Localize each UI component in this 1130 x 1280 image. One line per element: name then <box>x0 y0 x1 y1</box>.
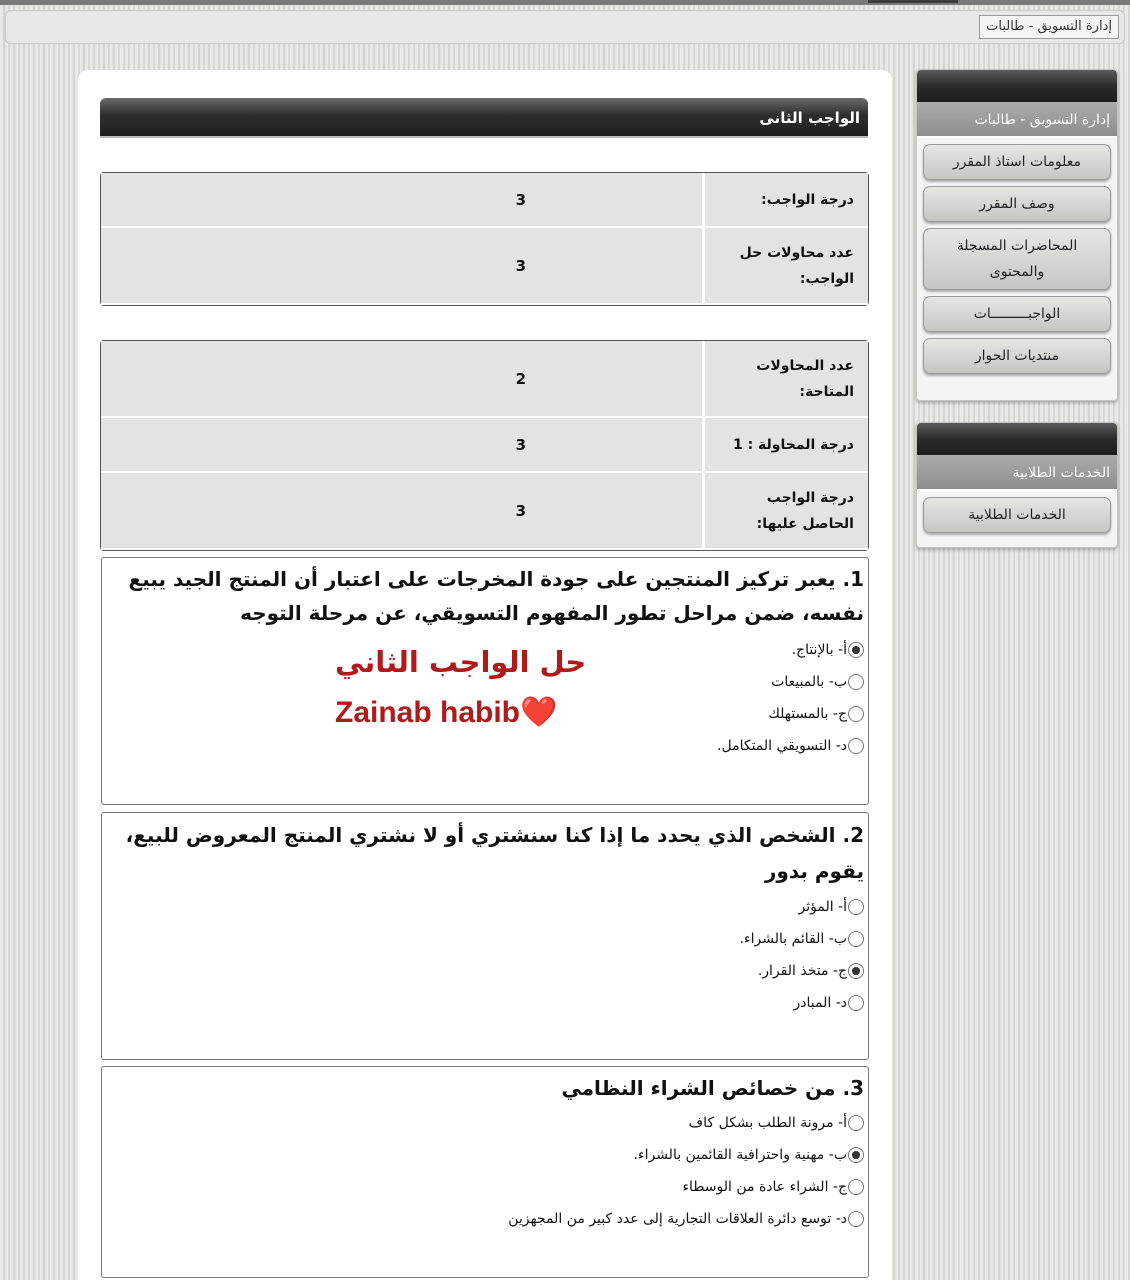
attempt-info-table <box>100 340 869 551</box>
table-row <box>101 418 868 473</box>
services-header <box>917 423 1117 455</box>
course-menu-title: إدارة التسويق - طالبات <box>917 102 1117 138</box>
course-menu-header <box>917 70 1117 102</box>
question-2 <box>101 812 869 1060</box>
breadcrumb-bar <box>5 10 1125 44</box>
option-row[interactable] <box>108 730 864 762</box>
radio-button[interactable] <box>848 963 864 979</box>
option-label: ب- بالمبيعات <box>771 674 847 690</box>
sidebar-item-recorded-lectures[interactable]: المحاضرات المسجلة والمحتوى <box>923 228 1111 290</box>
table-row <box>101 341 868 418</box>
radio-button[interactable] <box>848 1147 864 1163</box>
question-3 <box>101 1066 869 1278</box>
sidebar-item-course-description[interactable]: وصف المقرر <box>923 186 1111 222</box>
option-row[interactable] <box>108 1171 864 1203</box>
question-text: 3. من خصائص الشراء النظامي <box>561 1076 864 1100</box>
sidebar-item-assignments[interactable]: الواجبـــــــــات <box>923 296 1111 332</box>
question-text: 1. يعبر تركيز المنتجين على جودة المخرجات على اعتبار أن المنتج الجيد يبيع نفسه، ضمن مراحل تطور المفهوم التسويقي، عن مرحلة التوجه <box>128 567 864 625</box>
services-title: الخدمات الطلابية <box>917 455 1117 491</box>
top-edge-segment <box>868 0 958 3</box>
top-edge <box>0 0 1130 5</box>
table-row <box>101 228 868 305</box>
info-value: 3 <box>101 173 702 228</box>
question-text: 2. الشخص الذي يحدد ما إذا كنا سنشتري أو لا نشتري المنتج المعروض للبيع، يقوم بدور <box>125 823 864 883</box>
option-row[interactable] <box>108 1107 864 1139</box>
option-label: د- توسع دائرة العلاقات التجارية إلى عدد كبير من المجهزين <box>508 1211 847 1227</box>
option-row[interactable] <box>108 1203 864 1235</box>
radio-button[interactable] <box>848 674 864 690</box>
assignment-info-table <box>100 172 869 306</box>
option-row[interactable] <box>108 923 864 955</box>
table-row <box>101 173 868 228</box>
info-label: درجة المحاولة : 1 <box>702 418 868 473</box>
overlay-caption: حل الواجب الثاني <box>335 645 587 679</box>
radio-button[interactable] <box>848 995 864 1011</box>
table-row <box>101 473 868 550</box>
radio-button[interactable] <box>848 1179 864 1195</box>
radio-button[interactable] <box>848 1115 864 1131</box>
option-row[interactable] <box>108 987 864 1019</box>
course-menu-panel <box>916 69 1118 401</box>
option-label: ب- مهنية واحترافية القائمين بالشراء. <box>633 1147 847 1163</box>
option-label: ج- متخذ القرار. <box>757 963 847 979</box>
info-label: عدد المحاولات المتاحة: <box>702 341 868 418</box>
option-label: أ- بالإنتاج. <box>791 642 847 658</box>
question-1 <box>101 557 869 805</box>
sidebar-item-instructor-info[interactable]: معلومات استاذ المقرر <box>923 144 1111 180</box>
breadcrumb[interactable]: إدارة التسويق - طالبات <box>979 15 1119 39</box>
overlay-signature <box>335 695 557 730</box>
radio-button[interactable] <box>848 738 864 754</box>
radio-button[interactable] <box>848 931 864 947</box>
option-label: ج- الشراء عادة من الوسطاء <box>682 1179 847 1195</box>
option-row[interactable] <box>108 955 864 987</box>
radio-button[interactable] <box>848 706 864 722</box>
assignment-title: الواجب الثانى <box>100 98 868 138</box>
option-label: د- المبادر <box>793 995 847 1011</box>
option-row[interactable] <box>108 891 864 923</box>
overlay-name: Zainab habib <box>335 696 521 729</box>
option-label: ب- القائم بالشراء. <box>739 931 847 947</box>
info-value: 3 <box>101 228 702 305</box>
radio-button[interactable] <box>848 642 864 658</box>
radio-button[interactable] <box>848 899 864 915</box>
info-value: 3 <box>101 473 702 550</box>
info-value: 2 <box>101 341 702 418</box>
option-label: د- التسويقي المتكامل. <box>717 738 847 754</box>
student-services-panel <box>916 422 1118 548</box>
option-label: أ- المؤثر <box>798 899 847 915</box>
sidebar-item-student-services[interactable]: الخدمات الطلابية <box>923 497 1111 533</box>
option-label: أ- مرونة الطلب بشكل كاف <box>688 1115 847 1131</box>
heart-icon: ❤️ <box>520 696 558 729</box>
radio-button[interactable] <box>848 1211 864 1227</box>
info-label: عدد محاولات حل الواجب: <box>702 228 868 305</box>
info-value: 3 <box>101 418 702 473</box>
info-label: درجة الواجب الحاصل عليها: <box>702 473 868 550</box>
option-row[interactable] <box>108 1139 864 1171</box>
sidebar-item-forums[interactable]: منتديات الحوار <box>923 338 1111 374</box>
info-label: درجة الواجب: <box>702 173 868 228</box>
option-label: ج- بالمستهلك <box>768 706 847 722</box>
